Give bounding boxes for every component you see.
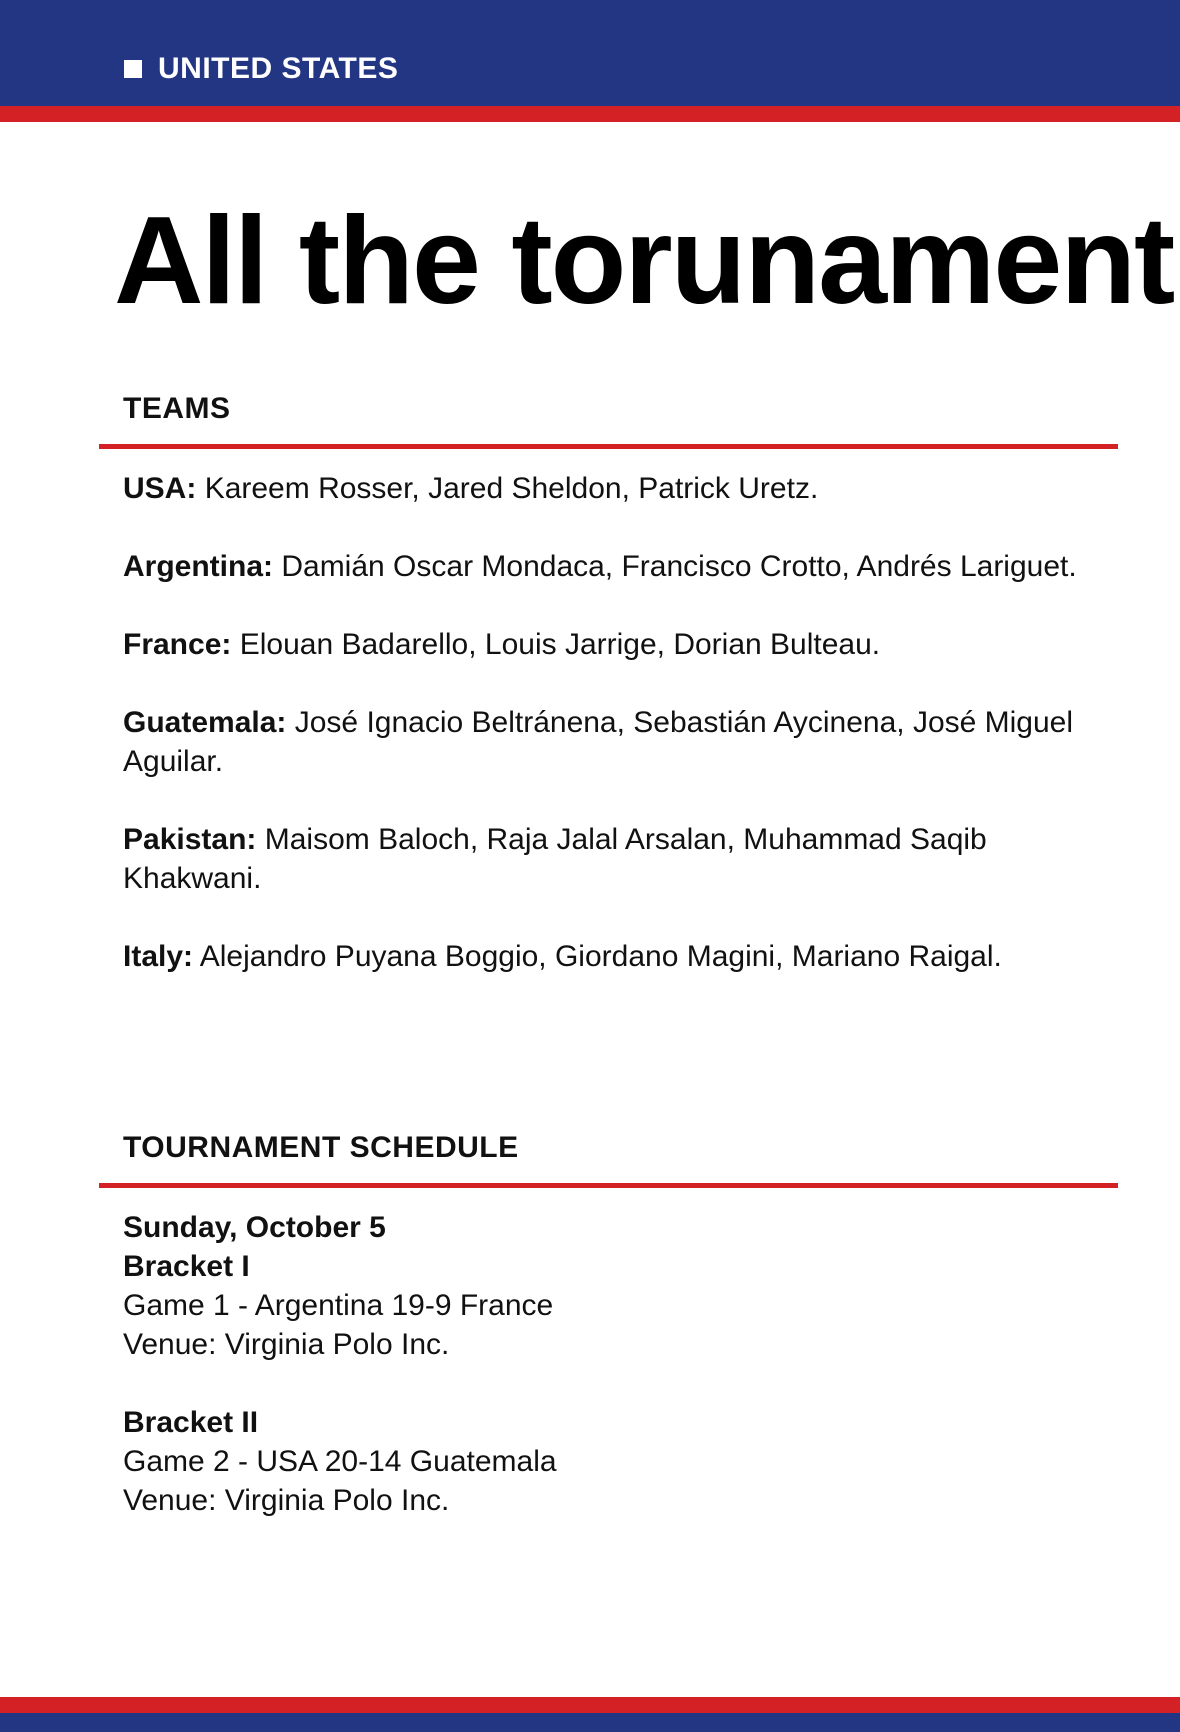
team-players: Alejandro Puyana Boggio, Giordano Magini, Mariano Raigal. — [199, 940, 1002, 973]
footer-red-stripe — [0, 1697, 1180, 1713]
game-result: Game 1 - Argentina 19-9 France — [123, 1289, 554, 1322]
team-entry — [123, 820, 1083, 898]
schedule-date: Sunday, October 5 — [123, 1211, 386, 1244]
page-headline: All the torunament — [114, 192, 1174, 330]
game-result: Game 2 - USA 20-14 Guatemala — [123, 1445, 557, 1478]
team-players: Maisom Baloch, Raja Jalal Arsalan, Muhammad Saqib Khakwani. — [123, 823, 987, 895]
teams-divider — [99, 444, 1118, 449]
schedule-divider — [99, 1183, 1118, 1188]
team-name: France: — [123, 628, 232, 661]
team-entry — [123, 937, 1083, 976]
team-players: Elouan Badarello, Louis Jarrige, Dorian Bulteau. — [239, 628, 881, 661]
team-name: Italy: — [123, 940, 194, 973]
team-entry — [123, 547, 1083, 586]
country-text: UNITED STATES — [158, 52, 399, 85]
team-players: José Ignacio Beltránena, Sebastián Aycinena, José Miguel Aguilar. — [123, 706, 1074, 778]
footer-bar — [0, 1713, 1180, 1732]
team-entry — [123, 625, 1083, 664]
game-venue: Venue: Virginia Polo Inc. — [123, 1328, 450, 1361]
teams-heading: TEAMS — [123, 392, 231, 425]
country-label — [124, 52, 398, 86]
team-name: Guatemala: — [123, 706, 287, 739]
team-name: Pakistan: — [123, 823, 257, 856]
bracket-entry — [123, 1247, 1083, 1364]
team-entry — [123, 469, 1083, 508]
game-venue: Venue: Virginia Polo Inc. — [123, 1484, 450, 1517]
bracket-label: Bracket I — [123, 1250, 250, 1283]
header-red-stripe — [0, 106, 1180, 122]
team-name: USA: — [123, 472, 197, 505]
bracket-entry — [123, 1403, 1083, 1520]
team-players: Kareem Rosser, Jared Sheldon, Patrick Uretz. — [204, 472, 819, 505]
schedule-block — [123, 1208, 1083, 1520]
bracket-label: Bracket II — [123, 1406, 259, 1439]
teams-list — [123, 469, 1083, 1015]
square-bullet-icon — [124, 60, 142, 78]
team-name: Argentina: — [123, 550, 273, 583]
team-entry — [123, 703, 1083, 781]
team-players: Damián Oscar Mondaca, Francisco Crotto, Andrés Lariguet. — [281, 550, 1077, 583]
schedule-heading: TOURNAMENT SCHEDULE — [123, 1131, 519, 1164]
